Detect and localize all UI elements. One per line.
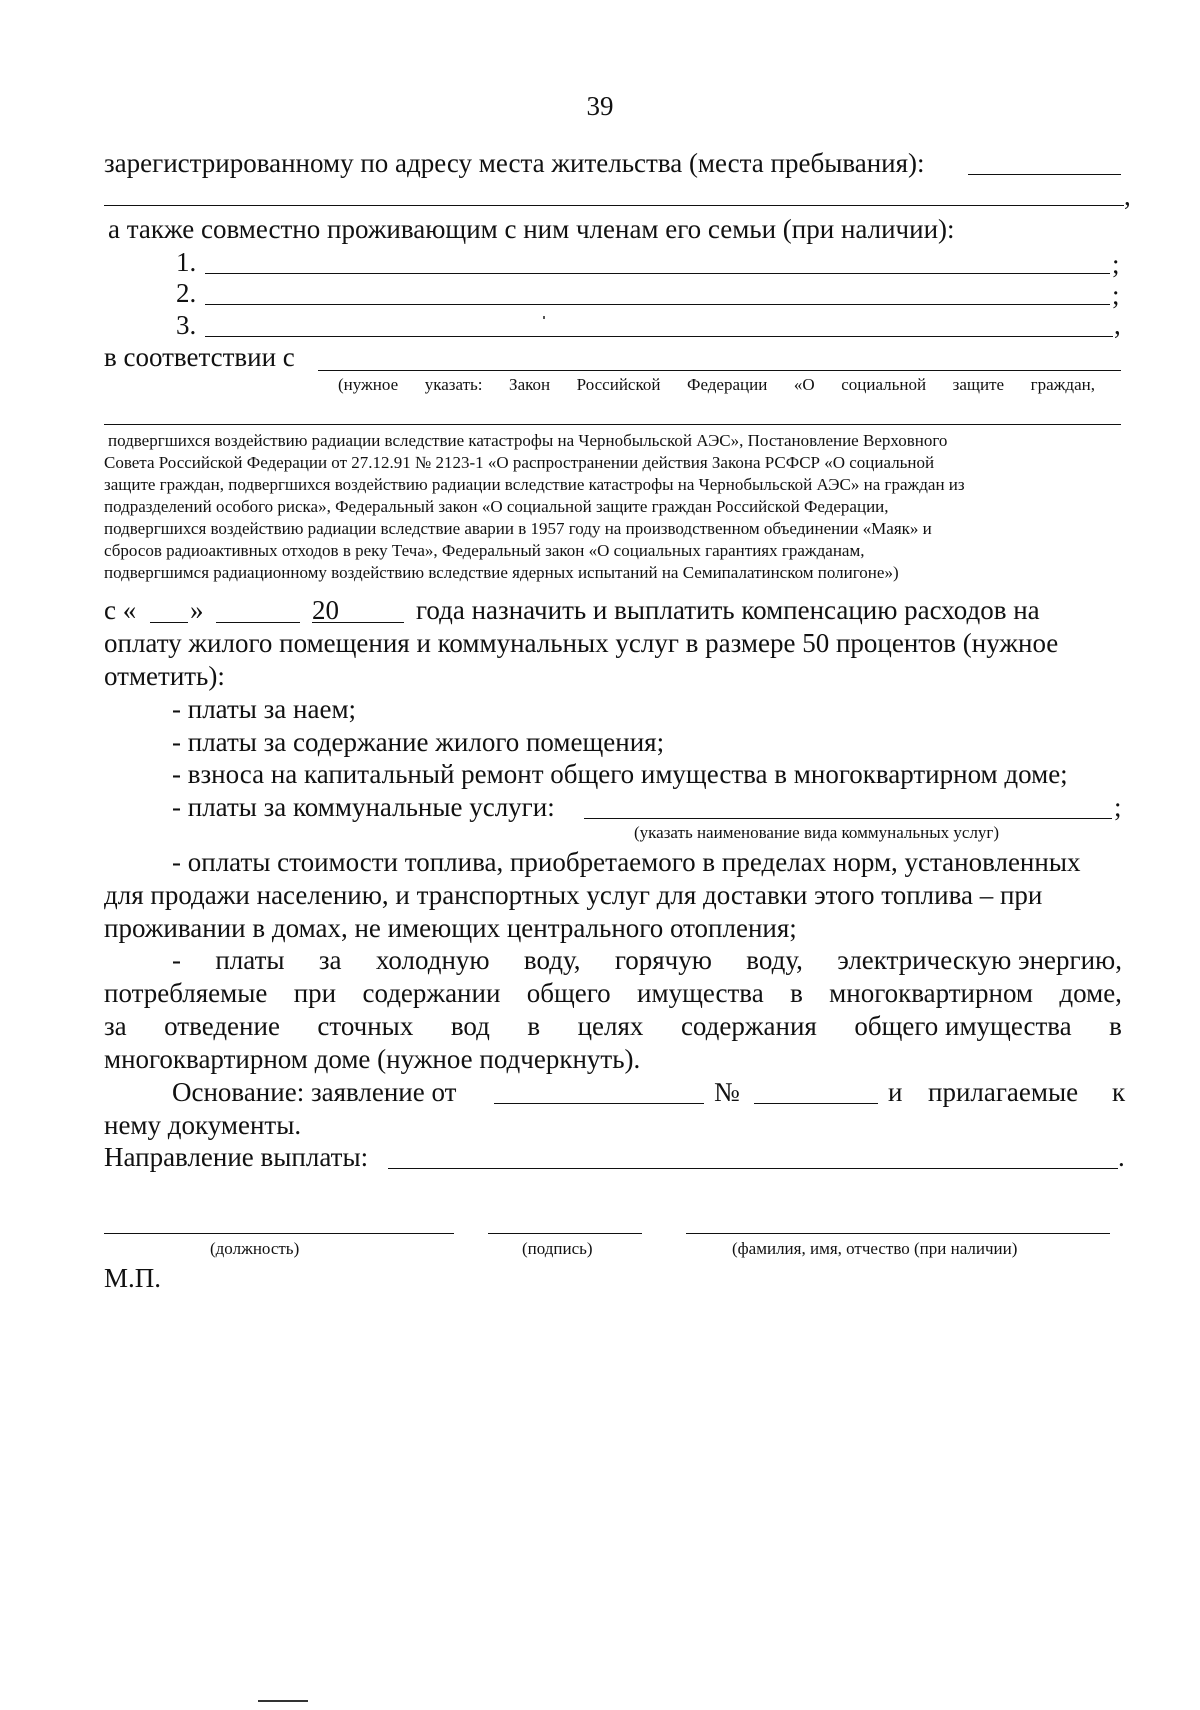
hint-word: (нужное [338, 375, 399, 394]
hint-word: Российской [576, 375, 661, 394]
justified-word: содержании [362, 978, 501, 1008]
family-member-field[interactable] [205, 336, 1113, 337]
fuel-item-line: - оплаты стоимости топлива, приобретаемого в пределах норм, установленных [172, 847, 1081, 877]
accordance-field-2[interactable] [104, 424, 1121, 425]
family-members-label: а также совместно проживающим с ним членам его семьи (при наличии): [108, 214, 955, 244]
justified-word: сточных [317, 1011, 414, 1041]
date-day-field[interactable] [150, 622, 188, 623]
legal-acts-hint-line: подразделений особого риска», Федеральный закон «О социальной защите граждан Российской Федерации, [104, 497, 889, 516]
position-signature-line[interactable] [104, 1233, 454, 1234]
fuel-item-line: для продажи населению, и транспортных услуг для доставки этого топлива – при [104, 880, 1043, 910]
signature-line[interactable] [488, 1233, 642, 1234]
water-energy-line-1 [172, 944, 1122, 976]
application-number-field[interactable] [754, 1103, 878, 1104]
legal-acts-hint-line: Совета Российской Федерации от 27.12.91 № 2123-1 «О распространении действия Закона РСФСР «О социальной [104, 453, 935, 472]
hint-word: «О [793, 375, 815, 394]
family-member-field[interactable] [205, 304, 1110, 305]
position-caption: (должность) [210, 1239, 300, 1258]
date-prefix: с « [104, 595, 137, 625]
legal-acts-hint-line: сбросов радиоактивных отходов в реку Теча», Федеральный закон «О социальных гарантиях гражданам, [104, 541, 865, 560]
address-field-2[interactable] [104, 205, 1124, 206]
assignment-text-3: отметить): [104, 661, 225, 691]
justified-word: общего имущества [854, 1011, 1072, 1041]
water-energy-line-2 [104, 977, 1122, 1009]
fuel-item-line: проживании в домах, не имеющих центрального отопления; [104, 913, 797, 943]
hint-word: защите [952, 375, 1005, 394]
justified-word: доме, [1059, 978, 1122, 1008]
hint-word: социальной [841, 375, 927, 394]
full-name-caption: (фамилия, имя, отчество (при наличии) [732, 1239, 1018, 1258]
payment-item: - взноса на капитальный ремонт общего имущества в многоквартирном доме; [172, 759, 1068, 789]
family-item-end: , [1114, 310, 1121, 340]
justified-word: потребляемые [104, 978, 268, 1008]
application-date-field[interactable] [494, 1103, 704, 1104]
justified-word: платы [215, 945, 285, 975]
utility-services-field[interactable] [584, 818, 1112, 819]
date-close-quote: » [190, 595, 204, 625]
justified-word: холодную [375, 945, 490, 975]
hint-word: указать: [424, 375, 483, 394]
justified-word: в [527, 1011, 541, 1041]
scan-mark [543, 316, 545, 319]
basis-number-sign: № [714, 1077, 740, 1107]
family-item-number: 3. [176, 310, 197, 340]
page-number: 39 [586, 91, 614, 121]
utility-services-hint: (указать наименование вида коммунальных услуг) [634, 823, 1000, 842]
water-energy-line-3 [104, 1010, 1122, 1042]
justified-word: за [104, 1011, 127, 1041]
date-year-field[interactable] [312, 622, 404, 623]
legal-acts-hint-line: подвергшихся воздействию радиации вследствие аварии в 1957 году на производственном объединении «Маяк» и [104, 519, 932, 538]
legal-acts-hint-line: защите граждан, подвергшихся воздействию радиации вследствие катастрофы на Чернобыльской АЭС» на граждан из [104, 475, 965, 494]
justified-word: за [318, 945, 342, 975]
justified-word: - [172, 945, 181, 975]
date-year-prefix: 20 [312, 595, 339, 625]
basis-line-2: нему документы. [104, 1110, 302, 1140]
registered-address-label: зарегистрированному по адресу места жительства (места пребывания): [104, 148, 925, 178]
address-end-comma: , [1124, 181, 1131, 211]
hint-word: граждан, [1030, 375, 1095, 394]
family-item-end: ; [1112, 249, 1120, 279]
justified-word: целях [577, 1011, 644, 1041]
basis-attached: прилагаемые [928, 1077, 1079, 1107]
justified-word: вод [450, 1011, 490, 1041]
water-energy-line-4: многоквартирном доме (нужное подчеркнуть). [104, 1044, 641, 1074]
signature-caption: (подпись) [522, 1239, 593, 1258]
legal-acts-hint-line: подвергшихся воздействию радиации вследствие катастрофы на Чернобыльской АЭС», Постановление Верховного [108, 431, 948, 450]
basis-label: Основание: заявление от [172, 1077, 457, 1107]
justified-word: отведение [164, 1011, 280, 1041]
justified-word: в [790, 978, 803, 1008]
justified-word: в [1109, 1011, 1122, 1041]
family-member-field[interactable] [205, 273, 1110, 274]
address-field-1[interactable] [968, 174, 1121, 175]
hint-word: Закон [509, 375, 551, 394]
justified-word: электрическую энергию, [837, 945, 1122, 975]
utility-item-end: ; [1114, 792, 1122, 822]
justified-word: имущества [637, 978, 764, 1008]
payment-direction-field[interactable] [388, 1168, 1118, 1169]
hint-word: Федерации [687, 375, 768, 394]
justified-word: воду, [746, 945, 803, 975]
payment-direction-label: Направление выплаты: [104, 1142, 369, 1172]
payment-item: - платы за содержание жилого помещения; [172, 727, 665, 757]
basis-and: и [888, 1077, 903, 1107]
scan-mark [258, 1700, 308, 1702]
justified-word: содержания [680, 1011, 817, 1041]
justified-word: многоквартирном [829, 978, 1034, 1008]
seal-place-label: М.П. [104, 1263, 162, 1293]
family-item-number: 1. [176, 247, 197, 277]
justified-word: горячую [614, 945, 712, 975]
payment-direction-end: . [1118, 1142, 1125, 1172]
date-month-field[interactable] [216, 622, 300, 623]
justified-word: общего [526, 978, 611, 1008]
accordance-hint-line-1 [338, 374, 1095, 395]
legal-acts-hint-line: подвергшимся радиационному воздействию вследствие ядерных испытаний на Семипалатинском полигоне») [104, 563, 899, 582]
family-item-number: 2. [176, 278, 197, 308]
full-name-signature-line[interactable] [686, 1233, 1110, 1234]
assignment-text-2: оплату жилого помещения и коммунальных услуг в размере 50 процентов (нужное [104, 628, 1059, 658]
accordance-field-1[interactable] [318, 370, 1121, 371]
payment-item: - платы за коммунальные услуги: [172, 792, 555, 822]
assignment-text-1: года назначить и выплатить компенсацию расходов на [416, 595, 1040, 625]
family-item-end: ; [1112, 280, 1120, 310]
basis-to: к [1112, 1077, 1126, 1107]
justified-word: при [293, 978, 337, 1008]
payment-item: - платы за наем; [172, 694, 357, 724]
accordance-label: в соответствии с [104, 342, 295, 372]
justified-word: воду, [523, 945, 581, 975]
